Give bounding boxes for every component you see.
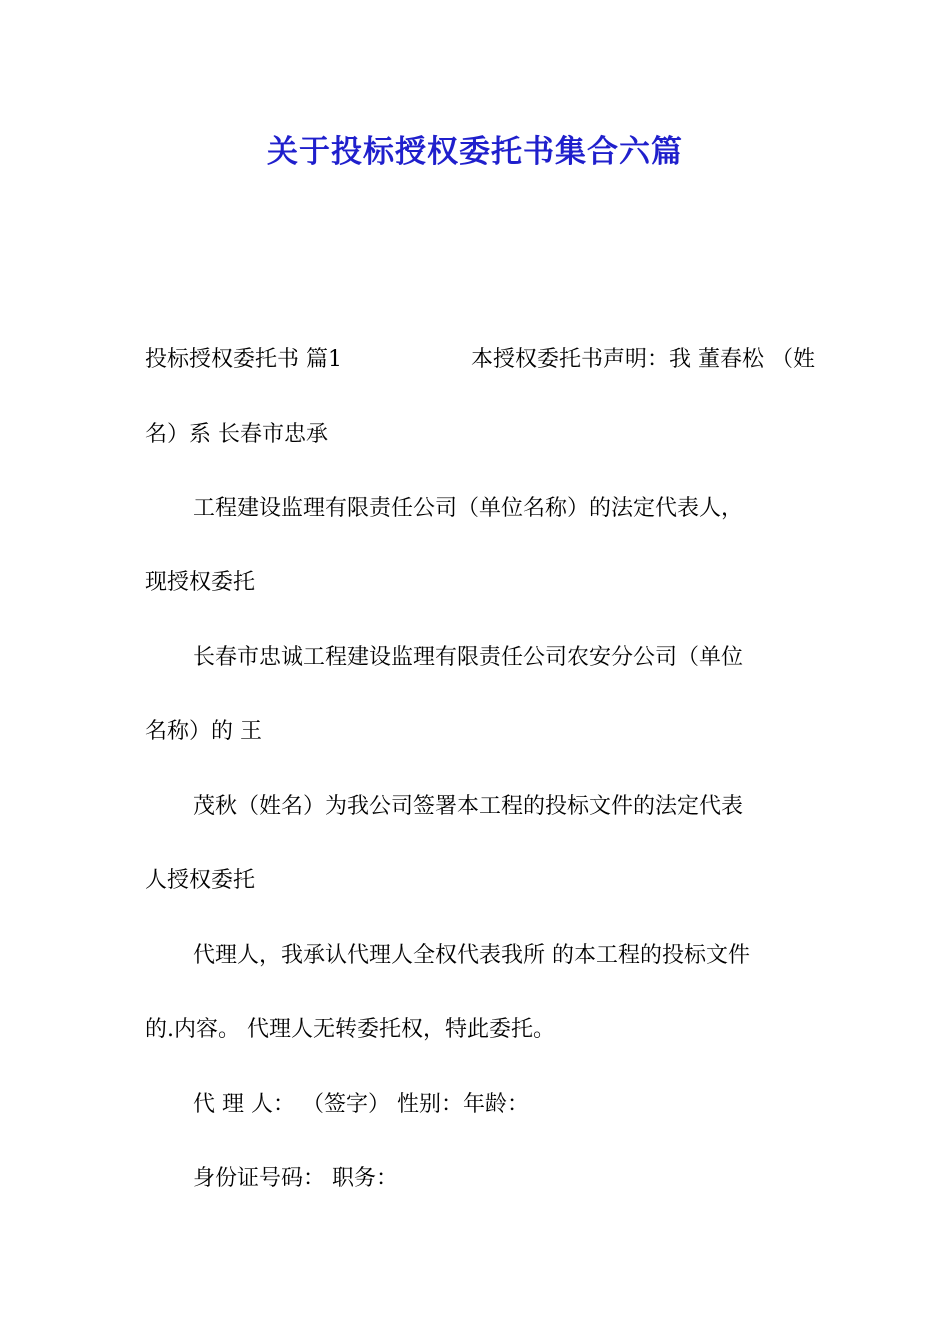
document-title: 关于投标授权委托书集合六篇 xyxy=(267,134,683,170)
section-heading: 投标授权委托书 篇1 xyxy=(145,347,342,372)
paragraph-line-10: 的.内容。 代理人无转委托权，特此委托。 xyxy=(145,1017,555,1042)
paragraph-line-5: 长春市忠诚工程建设监理有限责任公司农安分公司（单位 xyxy=(193,645,744,670)
paragraph-line-4: 现授权委托 xyxy=(145,570,256,595)
declaration-start: 本授权委托书声明：我 董春松 （姓 xyxy=(471,347,815,372)
id-number-line: 身份证号码： 职务： xyxy=(193,1166,398,1191)
paragraph-line-8: 人授权委托 xyxy=(145,868,256,893)
paragraph-line-9: 代理人，我承认代理人全权代表我所 的本工程的投标文件 xyxy=(193,943,750,968)
paragraph-line-6: 名称）的 王 xyxy=(145,719,262,744)
paragraph-line-1 xyxy=(145,345,815,375)
agent-signature-line: 代 理 人： （签字） 性别：年龄： xyxy=(193,1092,529,1117)
paragraph-line-7: 茂秋（姓名）为我公司签署本工程的投标文件的法定代表 xyxy=(193,794,744,819)
paragraph-line-2: 名）系 长春市忠承 xyxy=(145,422,328,447)
paragraph-line-3: 工程建设监理有限责任公司（单位名称）的法定代表人， xyxy=(193,496,744,521)
